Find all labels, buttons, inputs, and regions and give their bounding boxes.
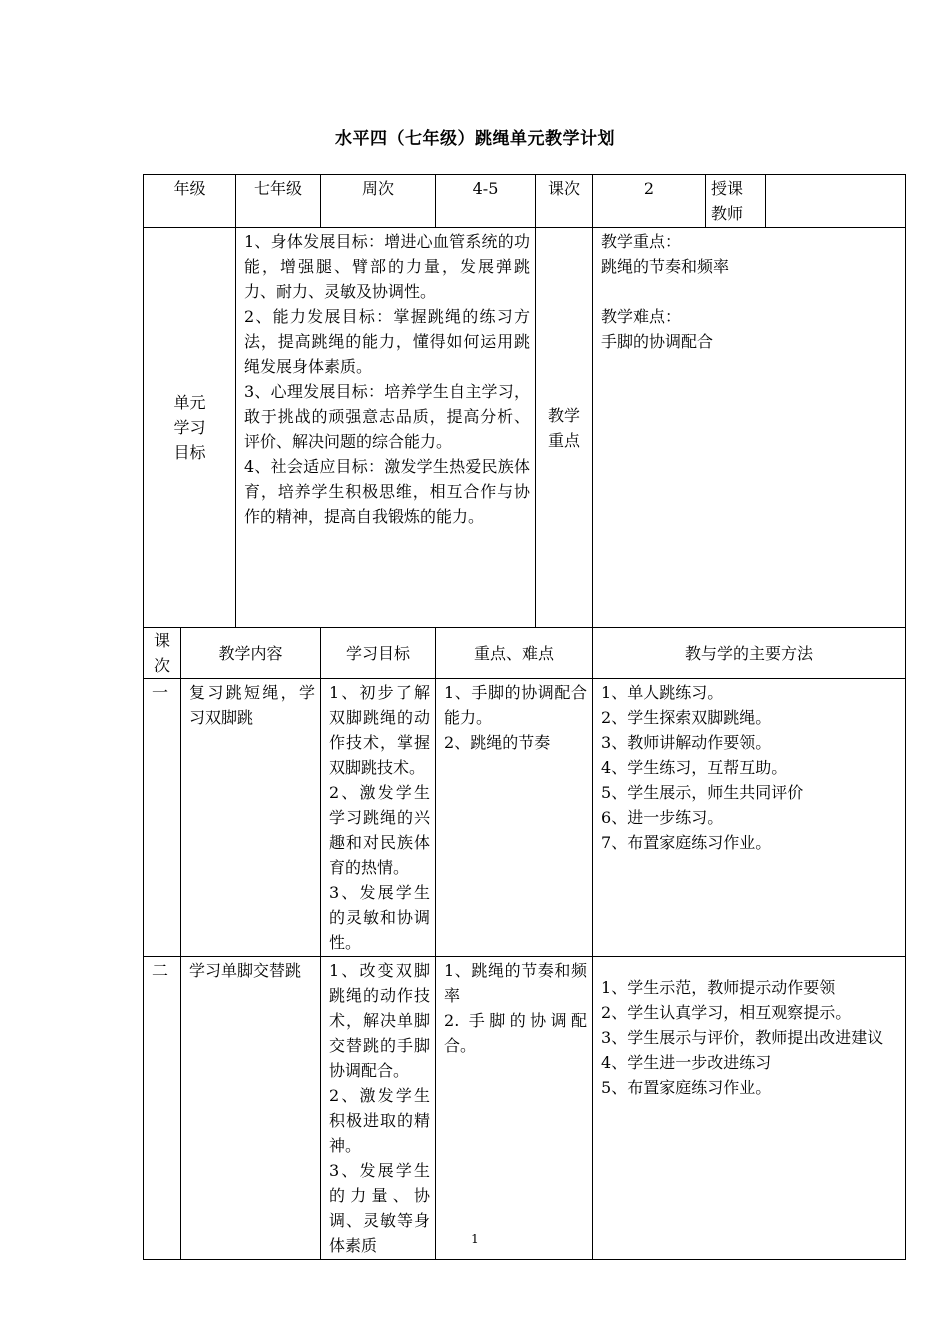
lesson-plan-table [143, 174, 906, 1260]
method-item: 2、学生探索双脚跳绳。 [601, 708, 772, 727]
page-title: 水平四（七年级）跳绳单元教学计划 [335, 129, 615, 149]
method-item: 4、学生进一步改进练习 [601, 1053, 772, 1072]
lesson-methods [593, 679, 906, 957]
method-item: 4、学生练习，互帮互助。 [601, 758, 788, 777]
col-methods: 教与学的主要方法 [593, 628, 906, 679]
lesson-content: 学习单脚交替跳 [181, 957, 321, 1260]
key-point-title: 教学重点： [601, 232, 682, 251]
teacher-label-line-1: 授课 [711, 179, 744, 198]
goals-label-line-1: 单元 [173, 393, 206, 412]
method-item: 5、学生展示，师生共同评价 [601, 783, 804, 802]
method-item: 6、进一步练习。 [601, 808, 724, 827]
week-value: 4-5 [436, 175, 536, 228]
col-lesson [144, 628, 181, 679]
header-row [144, 175, 906, 228]
col-objectives: 学习目标 [321, 628, 436, 679]
focus-label [536, 228, 593, 628]
key-point: 跳绳的节奏和频率 [601, 257, 730, 276]
method-item: 1、学生示范，教师提示动作要领 [601, 978, 836, 997]
objective-item: 3、发展学生的灵敏和协调性。 [329, 883, 431, 952]
method-item: 3、教师讲解动作要领。 [601, 733, 772, 752]
page-number: 1 [471, 1232, 479, 1246]
objective-item: 1、初步了解双脚跳绳的动作技术，掌握双脚跳技术。 [329, 683, 431, 777]
goals-label-line-3: 目标 [173, 443, 206, 462]
method-item: 7、布置家庭练习作业。 [601, 833, 772, 852]
focus-label-line-2: 重点 [548, 430, 581, 450]
col-focus: 重点、难点 [436, 628, 593, 679]
table-row [144, 957, 906, 1260]
focus-item: 1、手脚的协调配合能力。 [444, 683, 588, 727]
method-item: 3、学生展示与评价，教师提出改进建议 [601, 1028, 884, 1047]
lesson-focus [436, 957, 593, 1260]
objective-item: 1、改变双脚跳绳的动作技术，解决单脚交替跳的手脚协调配合。 [329, 961, 431, 1080]
focus-item: 2、跳绳的节奏 [444, 733, 551, 752]
goal-item: 2、能力发展目标：掌握跳绳的练习方法，提高跳绳的能力，懂得如何运用跳绳发展身体素质。 [244, 307, 531, 376]
focus-item: 1、跳绳的节奏和频率 [444, 961, 588, 1005]
focus-item: 2. 手脚的协调配合。 [444, 1011, 588, 1055]
goals-label-line-2: 学习 [173, 418, 206, 437]
objective-item: 2、激发学生学习跳绳的兴趣和对民族体育的热情。 [329, 783, 431, 877]
lesson-methods [593, 957, 906, 1260]
focus-details [593, 228, 906, 628]
method-item: 1、单人跳练习。 [601, 683, 724, 702]
method-item: 5、布置家庭练习作业。 [601, 1078, 772, 1097]
lesson-count-value: 2 [593, 175, 706, 228]
col-lesson-line-1: 课 [153, 631, 170, 650]
teacher-value [766, 175, 906, 228]
lesson-number: 二 [144, 957, 181, 1260]
week-label: 周次 [321, 175, 436, 228]
lesson-objectives [321, 957, 436, 1260]
teacher-label-line-2: 教师 [711, 204, 744, 223]
goal-item: 4、社会适应目标：激发学生热爱民族体育，培养学生积极思维，相互合作与协作的精神，提高自我锻炼的能力。 [244, 457, 531, 526]
goal-item: 3、心理发展目标：培养学生自主学习，敢于挑战的顽强意志品质，提高分析、评价、解决问题的综合能力。 [244, 382, 531, 451]
col-content: 教学内容 [181, 628, 321, 679]
goals-row [144, 228, 906, 628]
difficulty: 手脚的协调配合 [601, 332, 714, 351]
lesson-number: 一 [144, 679, 181, 957]
method-item: 2、学生认真学习，相互观察提示。 [601, 1003, 852, 1022]
focus-label-line-1: 教学 [548, 405, 581, 425]
lesson-objectives [321, 679, 436, 957]
lesson-count-label: 课次 [536, 175, 593, 228]
goals-list [236, 228, 536, 628]
objective-item: 2、激发学生积极进取的精神。 [329, 1086, 431, 1155]
lesson-content: 复习跳短绳，学习双脚跳 [181, 679, 321, 957]
grade-label: 年级 [144, 175, 236, 228]
col-lesson-line-2: 次 [153, 656, 170, 675]
objective-item: 3、发展学生的力量、协调、灵敏等身体素质 [329, 1161, 431, 1255]
difficulty-title: 教学难点： [601, 307, 682, 326]
column-header-row [144, 628, 906, 679]
goal-item: 1、身体发展目标：增进心血管系统的功能，增强腿、臂部的力量，发展弹跳力、耐力、灵敏及协调性。 [244, 232, 531, 301]
lesson-focus [436, 679, 593, 957]
teacher-label [706, 175, 766, 228]
goals-label [144, 228, 236, 628]
table-row [144, 679, 906, 957]
grade-value: 七年级 [236, 175, 321, 228]
